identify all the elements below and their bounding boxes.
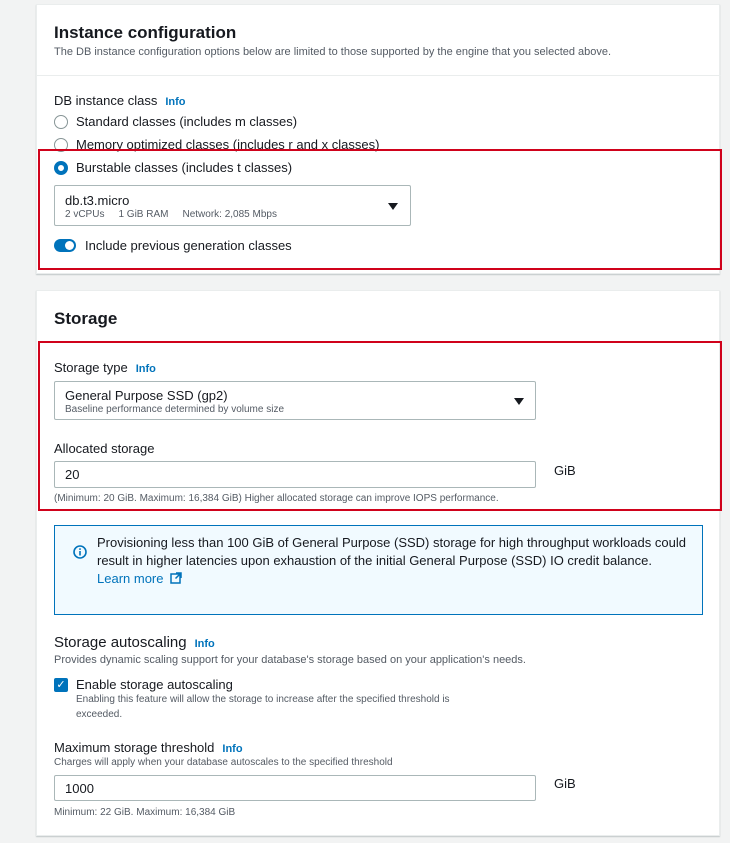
info-link[interactable]: Info [135, 363, 156, 375]
info-link[interactable]: Info [194, 638, 215, 650]
autoscaling-checkbox-desc-1: Enabling this feature will allow the storage to increase after the specified threshold is [76, 694, 450, 705]
radio-standard-classes[interactable] [54, 115, 68, 129]
instance-config-title: Instance configuration [54, 23, 237, 42]
radio-standard-label[interactable]: Standard classes (includes m classes) [76, 114, 298, 129]
allocated-storage-input[interactable]: 20 [54, 461, 536, 488]
autoscaling-title: Storage autoscaling Info [54, 634, 215, 651]
iops-info-alert [54, 525, 703, 615]
instance-class-value: db.t3.micro [65, 193, 130, 208]
allocated-storage-hint: (Minimum: 20 GiB. Maximum: 16,384 GiB) Higher allocated storage can improve IOPS performance. [54, 493, 499, 504]
max-threshold-hint: Minimum: 22 GiB. Maximum: 16,384 GiB [54, 807, 236, 818]
allocated-storage-label: Allocated storage [54, 441, 155, 456]
max-threshold-input[interactable]: 1000 [54, 775, 536, 801]
max-threshold-description: Charges will apply when your database autoscales to the specified threshold [54, 757, 393, 768]
radio-memory-label[interactable]: Memory optimized classes (includes r and x classes) [76, 137, 380, 152]
info-link[interactable]: Info [222, 743, 243, 755]
storage-type-description: Baseline performance determined by volume size [65, 404, 284, 415]
max-threshold-unit: GiB [554, 776, 576, 791]
toggle-label: Include previous generation classes [85, 238, 292, 253]
db-instance-class-label: DB instance class Info [54, 93, 186, 108]
allocated-storage-unit: GiB [554, 463, 576, 478]
alert-message: Provisioning less than 100 GiB of General Purpose (SSD) storage for high throughput workloads could result in higher latencies upon exhaustion of the initial General Purpose (SSD) IO credit balance. Learn more [97, 535, 686, 586]
storage-type-label: Storage type Info [54, 360, 156, 375]
info-link[interactable]: Info [165, 96, 186, 108]
section-divider [37, 75, 721, 76]
autoscaling-checkbox[interactable]: ✓ [54, 678, 68, 692]
radio-burstable-label[interactable]: Burstable classes (includes t classes) [76, 160, 293, 175]
max-threshold-label: Maximum storage threshold Info [54, 740, 243, 755]
external-link-icon[interactable] [170, 572, 182, 584]
autoscaling-description: Provides dynamic scaling support for your database's storage based on your application's needs. [54, 654, 526, 666]
storage-type-value: General Purpose SSD (gp2) [65, 388, 228, 403]
instance-class-specs: 2 vCPUs 1 GiB RAM Network: 2,085 Mbps [65, 209, 277, 220]
instance-config-description: The DB instance configuration options below are limited to those supported by the engine that you selected above. [54, 46, 612, 58]
storage-title: Storage [54, 309, 118, 328]
learn-more-link[interactable]: Learn more [97, 571, 164, 586]
autoscaling-checkbox-label[interactable]: Enable storage autoscaling [76, 677, 233, 692]
autoscaling-checkbox-desc-2: exceeded. [76, 709, 123, 720]
info-icon [73, 545, 87, 559]
highlight-box-instance [38, 149, 722, 270]
highlight-box-storage [38, 341, 722, 511]
